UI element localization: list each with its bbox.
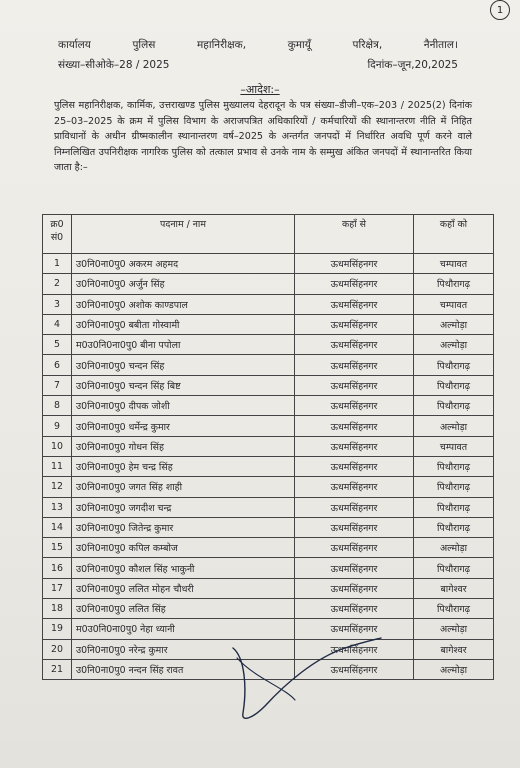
cell-from: ऊधमसिंहनगर	[295, 578, 414, 598]
cell-to: पिथौरागढ़	[414, 375, 494, 395]
cell-name: उ0नि0ना0पु0 अकरम अहमद	[72, 254, 295, 274]
table-row	[43, 396, 494, 416]
cell-to: पिथौरागढ़	[414, 274, 494, 294]
cell-from: ऊधमसिंहनगर	[295, 497, 414, 517]
letterhead	[58, 38, 458, 78]
cell-to: अल्मोड़ा	[414, 659, 494, 679]
order-title: –आदेश:–	[240, 83, 280, 96]
cell-from: ऊधमसिंहनगर	[295, 416, 414, 436]
table-body	[43, 254, 494, 680]
cell-name: उ0नि0ना0पु0 अशोक काण्डपाल	[72, 294, 295, 314]
cell-serial: 2	[43, 274, 72, 294]
cell-name: उ0नि0ना0पु0 बबीता गोस्वामी	[72, 314, 295, 334]
cell-from: ऊधमसिंहनगर	[295, 456, 414, 476]
table-row	[43, 558, 494, 578]
cell-to: पिथौरागढ़	[414, 456, 494, 476]
cell-serial: 16	[43, 558, 72, 578]
cell-to: पिथौरागढ़	[414, 517, 494, 537]
cell-to: अल्मोड़ा	[414, 538, 494, 558]
cell-serial: 14	[43, 517, 72, 537]
cell-serial: 4	[43, 314, 72, 334]
cell-from: ऊधमसिंहनगर	[295, 436, 414, 456]
handwritten-signature	[225, 618, 385, 728]
cell-name: उ0नि0ना0पु0 कौशल सिंह भाकुनी	[72, 558, 295, 578]
cell-serial: 12	[43, 477, 72, 497]
table-row	[43, 517, 494, 537]
table-row	[43, 456, 494, 476]
cell-to: अल्मोड़ा	[414, 314, 494, 334]
range: परिक्षेत्र,	[352, 39, 383, 51]
table-row	[43, 477, 494, 497]
table-row	[43, 599, 494, 619]
designation: महानिरीक्षक,	[197, 39, 247, 51]
cell-serial: 18	[43, 599, 72, 619]
cell-name: उ0नि0ना0पु0 जितेन्द्र कुमार	[72, 517, 295, 537]
order-paragraph: पुलिस महानिरीक्षक, कार्मिक, उत्तराखण्ड पुलिस मुख्यालय देहरादून के पत्र संख्या–डीजी–एक–203 / 2025(2) दिनांक 25–03–2025 के क्रम में पुलिस विभाग के अराजपत्रित अधिकारियों / कर्मचारियों की स्थानान्तरण नीति में निहित प्राविधानों के अधीन ग्रीष्मकालीन स्थानान्तरण वर्ष–2025 के अन्तर्गत जनपदों में निर्धारित अवधि पूर्ण करने वाले निम्नलिखित उपनिरीक्षक नागरिक पुलिस को तत्काल प्रभाव से उनके नाम के सम्मुख अंकित जनपदों में स्थानान्तरित किया जाता है:–	[54, 100, 472, 173]
cell-from: ऊधमसिंहनगर	[295, 517, 414, 537]
reference-number: संख्या–सीओके–28 / 2025	[58, 59, 170, 71]
cell-from: ऊधमसिंहनगर	[295, 639, 414, 659]
cell-name: उ0नि0ना0पु0 कपिल कम्बोज	[72, 538, 295, 558]
cell-to: अल्मोड़ा	[414, 619, 494, 639]
table-row	[43, 538, 494, 558]
cell-to: चम्पावत	[414, 254, 494, 274]
cell-to: पिथौरागढ़	[414, 599, 494, 619]
transfer-table	[42, 214, 494, 680]
cell-from: ऊधमसिंहनगर	[295, 355, 414, 375]
table-row	[43, 497, 494, 517]
cell-from: ऊधमसिंहनगर	[295, 619, 414, 639]
cell-name: म0उ0नि0ना0पु0 बीना पपोला	[72, 335, 295, 355]
cell-name: उ0नि0ना0पु0 नन्दन सिंह रावत	[72, 659, 295, 679]
cell-name: उ0नि0ना0पु0 ललित सिंह	[72, 599, 295, 619]
header-to: कहाँ को	[414, 215, 494, 254]
header-name: पदनाम / नाम	[72, 215, 295, 254]
cell-name: उ0नि0ना0पु0 चन्दन सिंह बिष्ट	[72, 375, 295, 395]
cell-to: पिथौरागढ़	[414, 355, 494, 375]
header-serial: क्र0 सं0	[43, 215, 72, 254]
cell-from: ऊधमसिंहनगर	[295, 274, 414, 294]
table-row	[43, 294, 494, 314]
table-header-row	[43, 215, 494, 254]
cell-serial: 7	[43, 375, 72, 395]
letterhead-ref-line	[58, 58, 458, 72]
cell-to: बागेश्वर	[414, 578, 494, 598]
cell-name: उ0नि0ना0पु0 हेम चन्द्र सिंह	[72, 456, 295, 476]
cell-from: ऊधमसिंहनगर	[295, 477, 414, 497]
cell-name: उ0नि0ना0पु0 जगत सिंह शाही	[72, 477, 295, 497]
cell-serial: 9	[43, 416, 72, 436]
order-date: दिनांक–जून,20,2025	[367, 59, 458, 71]
table-row	[43, 375, 494, 395]
header-from: कहाँ से	[295, 215, 414, 254]
cell-to: अल्मोड़ा	[414, 416, 494, 436]
cell-to: पिथौरागढ़	[414, 558, 494, 578]
cell-to: चम्पावत	[414, 436, 494, 456]
table-row	[43, 355, 494, 375]
region: कुमायूँ	[287, 39, 311, 51]
cell-serial: 20	[43, 639, 72, 659]
table-row	[43, 274, 494, 294]
cell-serial: 6	[43, 355, 72, 375]
cell-serial: 15	[43, 538, 72, 558]
cell-name: उ0नि0ना0पु0 धर्मेन्द्र कुमार	[72, 416, 295, 436]
letterhead-office-line	[58, 38, 458, 52]
cell-from: ऊधमसिंहनगर	[295, 659, 414, 679]
cell-name: उ0नि0ना0पु0 अर्जुन सिंह	[72, 274, 295, 294]
cell-name: उ0नि0ना0पु0 दीपक जोशी	[72, 396, 295, 416]
cell-from: ऊधमसिंहनगर	[295, 538, 414, 558]
table-row	[43, 335, 494, 355]
cell-from: ऊधमसिंहनगर	[295, 396, 414, 416]
cell-serial: 11	[43, 456, 72, 476]
cell-name: उ0नि0ना0पु0 नरेन्द्र कुमार	[72, 639, 295, 659]
cell-name: उ0नि0ना0पु0 गोधन सिंह	[72, 436, 295, 456]
table-row	[43, 254, 494, 274]
cell-to: बागेश्वर	[414, 639, 494, 659]
table-row	[43, 314, 494, 334]
cell-from: ऊधमसिंहनगर	[295, 294, 414, 314]
cell-serial: 19	[43, 619, 72, 639]
office-label: कार्यालय	[58, 39, 91, 51]
city: नैनीताल।	[423, 39, 458, 51]
cell-serial: 10	[43, 436, 72, 456]
cell-from: ऊधमसिंहनगर	[295, 375, 414, 395]
cell-serial: 5	[43, 335, 72, 355]
cell-from: ऊधमसिंहनगर	[295, 558, 414, 578]
table-row	[43, 578, 494, 598]
cell-from: ऊधमसिंहनगर	[295, 335, 414, 355]
cell-from: ऊधमसिंहनगर	[295, 599, 414, 619]
cell-to: पिथौरागढ़	[414, 497, 494, 517]
cell-to: चम्पावत	[414, 294, 494, 314]
cell-name: उ0नि0ना0पु0 ललित मोहन चौधरी	[72, 578, 295, 598]
cell-serial: 13	[43, 497, 72, 517]
table-row	[43, 416, 494, 436]
cell-name: उ0नि0ना0पु0 चन्दन सिंह	[72, 355, 295, 375]
cell-to: पिथौरागढ़	[414, 477, 494, 497]
cell-to: पिथौरागढ़	[414, 396, 494, 416]
department: पुलिस	[132, 39, 156, 51]
cell-serial: 1	[43, 254, 72, 274]
cell-serial: 21	[43, 659, 72, 679]
page-number: 1	[490, 0, 510, 20]
cell-serial: 17	[43, 578, 72, 598]
cell-serial: 3	[43, 294, 72, 314]
cell-from: ऊधमसिंहनगर	[295, 254, 414, 274]
cell-to: अल्मोड़ा	[414, 335, 494, 355]
cell-serial: 8	[43, 396, 72, 416]
cell-name: उ0नि0ना0पु0 जगदीश चन्द्र	[72, 497, 295, 517]
cell-name: म0उ0नि0ना0पु0 नेहा ध्यानी	[72, 619, 295, 639]
cell-from: ऊधमसिंहनगर	[295, 314, 414, 334]
table-row	[43, 436, 494, 456]
